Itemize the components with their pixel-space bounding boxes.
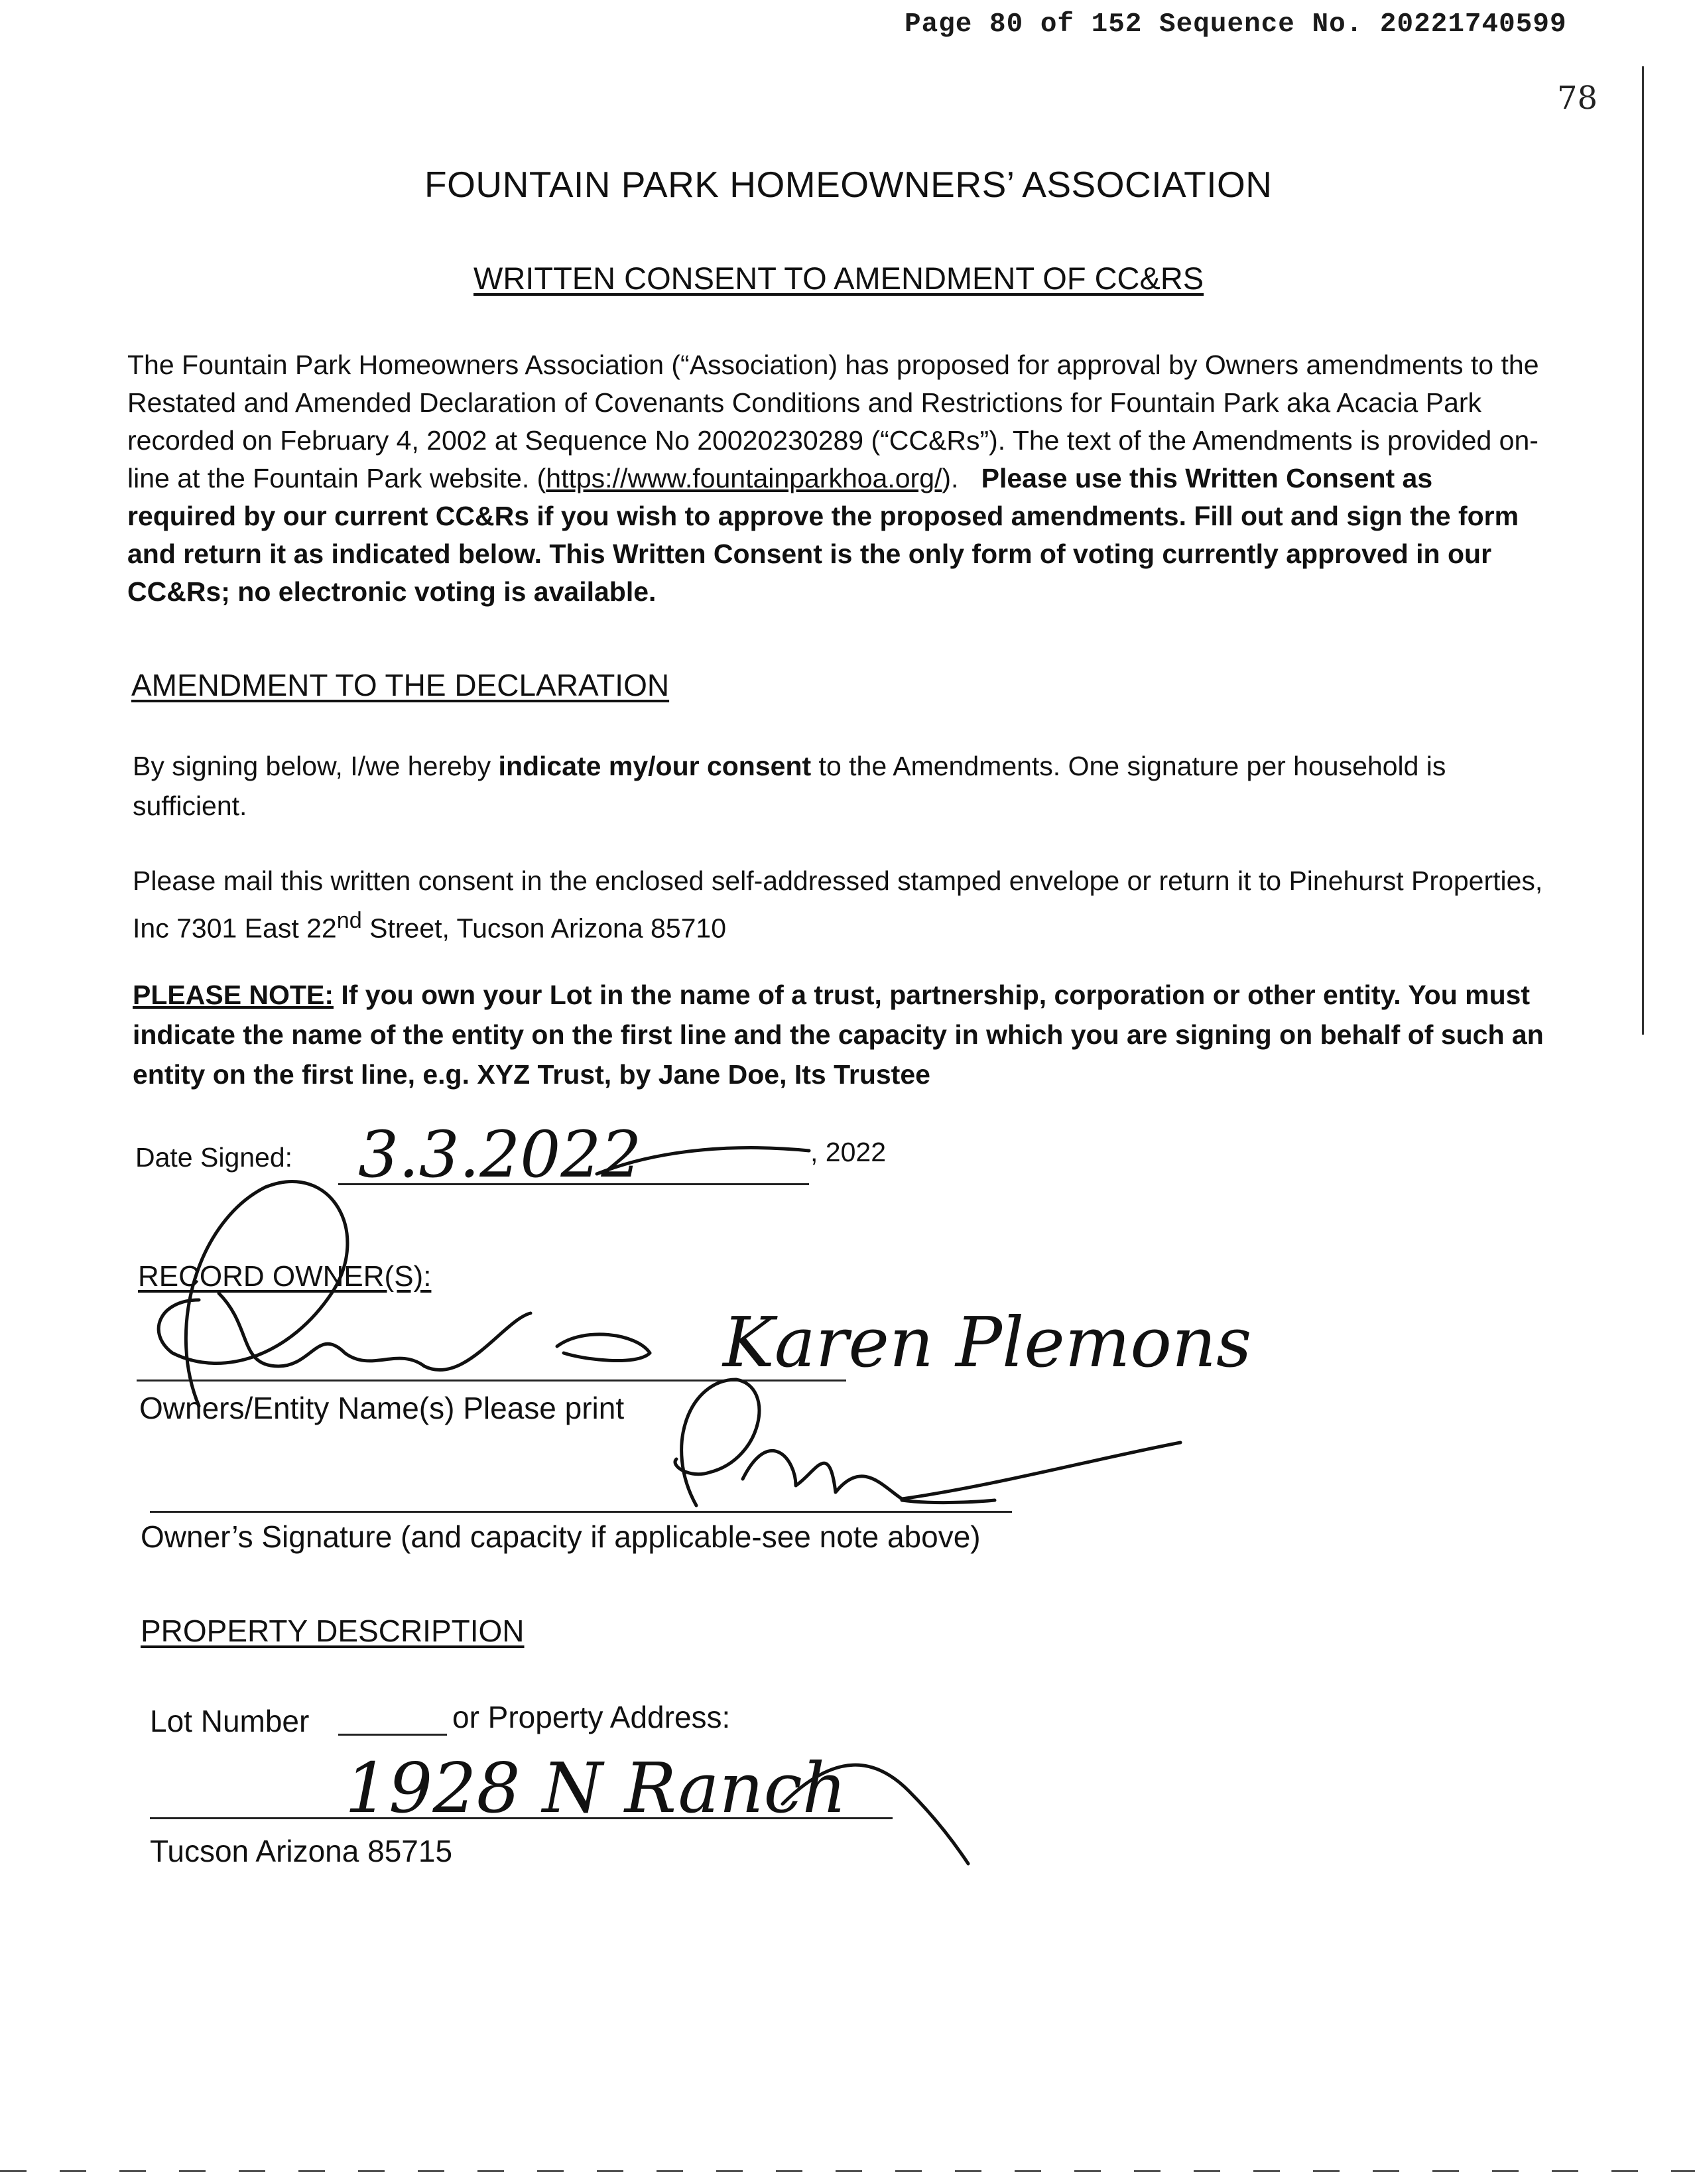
website-link[interactable]: https://www.fountainparkhoa.org/ [546, 463, 942, 493]
owner-name-label: Owners/Entity Name(s) Please print [139, 1391, 625, 1425]
lot-number-label: Lot Number [150, 1704, 310, 1738]
intro-after-link: ). [942, 463, 959, 493]
property-address-label: or Property Address: [452, 1700, 731, 1734]
address-flourish [783, 1765, 968, 1864]
section-heading-amendment: AMENDMENT TO THE DECLARATION [131, 668, 670, 702]
scan-bottom-edge [0, 2170, 1695, 2172]
city-state-zip: Tucson Arizona 85715 [150, 1834, 453, 1868]
owner-signature-stroke [675, 1380, 1180, 1506]
mail-pre: Please mail this written consent in the enclosed self-addressed stamped envelope or return it to Pinehurst Properties, Inc 7301 East 22 [133, 866, 1543, 944]
page-sequence-stamp: Page 80 of 152 Sequence No. 20221740599 [905, 9, 1567, 40]
handwritten-address: 1928 N Ranch [345, 1748, 847, 1829]
date-signed-label: Date Signed: [135, 1142, 293, 1173]
owner-initials-scribble [219, 1293, 531, 1370]
date-year-suffix: , 2022 [810, 1137, 886, 1167]
note-paragraph [133, 975, 1558, 1094]
consent-pre: By signing below, I/we hereby [133, 751, 499, 781]
mail-post: Street, Tucson Arizona 85710 [361, 913, 727, 944]
consent-bold: indicate my/our consent [498, 751, 812, 781]
mail-superscript: nd [336, 908, 362, 933]
date-signed-field[interactable] [338, 1183, 809, 1185]
document-title: FOUNTAIN PARK HOMEOWNERS’ ASSOCIATION [424, 164, 1273, 205]
note-text: If you own your Lot in the name of a trust, partnership, corporation or other entity. You must indicate the name of the entity on the first line and the capacity in which you are signing on behalf of such an entity on the first line, e.g. XYZ Trust, by Jane Doe, Its Trustee [133, 980, 1544, 1090]
intro-bold-text: Please use this Written Consent as required by our current CC&Rs if you wish to approve the proposed amendments. Fill out and sign the form and return it as indicated below. This Written Consent is the only form of voting currently approved in our CC&Rs; no electronic voting is available. [127, 463, 1519, 607]
scan-margin-line [1642, 66, 1644, 1035]
note-label: PLEASE NOTE: [133, 980, 334, 1010]
handwritten-owner-name: Karen Plemons [723, 1302, 1252, 1383]
consent-post: to the Amendments. One signature per household is sufficient. [133, 751, 1446, 821]
property-address-field[interactable] [150, 1817, 893, 1819]
record-owners-label: RECORD OWNER(S): [138, 1260, 432, 1293]
consent-paragraph [133, 746, 1558, 826]
property-description-heading: PROPERTY DESCRIPTION [141, 1614, 525, 1648]
owner-dash-scribble [557, 1334, 650, 1361]
owner-signature-label: Owner’s Signature (and capacity if applicable-see note above) [141, 1519, 981, 1554]
date-flourish [597, 1148, 809, 1174]
document-subtitle: WRITTEN CONSENT TO AMENDMENT OF CC&RS [473, 261, 1204, 296]
handwritten-page-number: 78 [1557, 80, 1598, 117]
lot-number-field[interactable] [338, 1734, 447, 1736]
owner-signature-scribble [158, 1182, 347, 1406]
handwritten-date: 3.3.2022 [358, 1118, 642, 1192]
signature-tail-stroke [902, 1500, 995, 1503]
mail-paragraph [133, 861, 1558, 948]
intro-paragraph [127, 346, 1546, 611]
owner-signature-field[interactable] [150, 1511, 1012, 1513]
owner-name-field[interactable] [137, 1380, 846, 1381]
intro-text: The Fountain Park Homeowners Association (“Association) has proposed for approval by Owners amendments to the Restated and Amended Declaration of Covenants Conditions and Restrictions for Fountain Park aka Acacia Park recorded on February 4, 2002 at Sequence No 20020230289 (“CC&Rs”). The text of the Amendments is provided on-line at the Fountain Park website. ( [127, 350, 1539, 493]
